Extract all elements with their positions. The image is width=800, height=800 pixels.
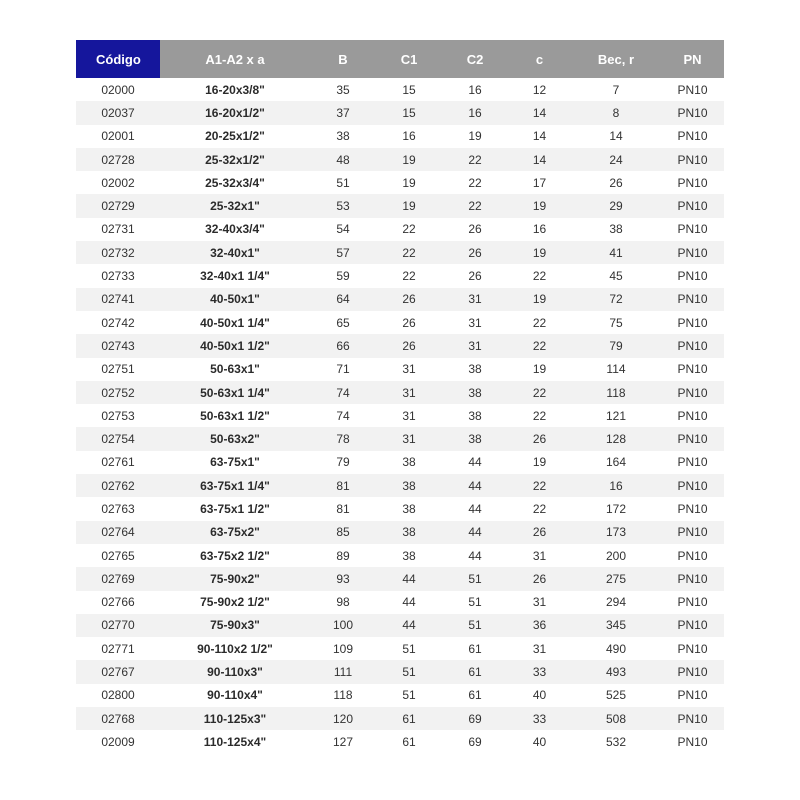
cell-c2: 26 [442, 218, 508, 241]
cell-c2: 38 [442, 404, 508, 427]
cell-bec-r: 172 [571, 497, 661, 520]
cell-pn: PN10 [661, 497, 724, 520]
cell-size: 50-63x1" [160, 358, 310, 381]
cell-pn: PN10 [661, 218, 724, 241]
cell-c2: 44 [442, 497, 508, 520]
table-body [76, 78, 724, 754]
cell-size: 75-90x3" [160, 614, 310, 637]
cell-c: 19 [508, 451, 571, 474]
cell-codigo: 02771 [76, 637, 160, 660]
cell-bec-r: 14 [571, 125, 661, 148]
cell-c: 40 [508, 684, 571, 707]
cell-codigo: 02762 [76, 474, 160, 497]
cell-size: 63-75x1" [160, 451, 310, 474]
cell-c: 22 [508, 497, 571, 520]
cell-b: 64 [310, 288, 376, 311]
cell-pn: PN10 [661, 544, 724, 567]
column-header-pn: PN [661, 40, 724, 78]
cell-pn: PN10 [661, 381, 724, 404]
cell-bec-r: 173 [571, 521, 661, 544]
cell-size: 50-63x2" [160, 427, 310, 450]
cell-b: 78 [310, 427, 376, 450]
cell-c: 12 [508, 78, 571, 101]
cell-bec-r: 79 [571, 334, 661, 357]
cell-codigo: 02764 [76, 521, 160, 544]
cell-c2: 38 [442, 381, 508, 404]
cell-c1: 19 [376, 148, 442, 171]
cell-bec-r: 45 [571, 264, 661, 287]
cell-c: 33 [508, 660, 571, 683]
cell-codigo: 02754 [76, 427, 160, 450]
cell-bec-r: 114 [571, 358, 661, 381]
cell-b: 35 [310, 78, 376, 101]
cell-size: 40-50x1" [160, 288, 310, 311]
table-header [76, 40, 724, 78]
cell-size: 110-125x4" [160, 730, 310, 753]
cell-size: 63-75x1 1/2" [160, 497, 310, 520]
cell-c1: 19 [376, 171, 442, 194]
cell-pn: PN10 [661, 358, 724, 381]
cell-bec-r: 75 [571, 311, 661, 334]
cell-size: 75-90x2" [160, 567, 310, 590]
cell-c1: 38 [376, 474, 442, 497]
cell-pn: PN10 [661, 101, 724, 124]
cell-codigo: 02753 [76, 404, 160, 427]
cell-b: 38 [310, 125, 376, 148]
cell-c2: 38 [442, 427, 508, 450]
cell-c: 36 [508, 614, 571, 637]
cell-c1: 15 [376, 78, 442, 101]
cell-b: 127 [310, 730, 376, 753]
table-row-group-start [76, 567, 724, 590]
cell-bec-r: 532 [571, 730, 661, 753]
cell-c: 14 [508, 148, 571, 171]
cell-c: 19 [508, 288, 571, 311]
cell-pn: PN10 [661, 684, 724, 707]
cell-b: 48 [310, 148, 376, 171]
cell-bec-r: 164 [571, 451, 661, 474]
cell-c2: 38 [442, 358, 508, 381]
cell-b: 85 [310, 521, 376, 544]
cell-c1: 38 [376, 544, 442, 567]
cell-pn: PN10 [661, 78, 724, 101]
cell-c1: 19 [376, 194, 442, 217]
cell-bec-r: 24 [571, 148, 661, 171]
cell-codigo: 02770 [76, 614, 160, 637]
cell-b: 98 [310, 591, 376, 614]
cell-bec-r: 118 [571, 381, 661, 404]
cell-c: 22 [508, 474, 571, 497]
table-row [76, 264, 724, 287]
cell-c2: 31 [442, 334, 508, 357]
cell-c1: 51 [376, 660, 442, 683]
cell-codigo: 02741 [76, 288, 160, 311]
cell-size: 32-40x3/4" [160, 218, 310, 241]
cell-pn: PN10 [661, 637, 724, 660]
cell-c: 31 [508, 591, 571, 614]
table-row [76, 171, 724, 194]
column-header-bec-r: Bec, r [571, 40, 661, 78]
cell-bec-r: 41 [571, 241, 661, 264]
cell-b: 93 [310, 567, 376, 590]
cell-c: 14 [508, 125, 571, 148]
cell-c1: 31 [376, 358, 442, 381]
cell-b: 111 [310, 660, 376, 683]
cell-c1: 22 [376, 241, 442, 264]
table-row [76, 381, 724, 404]
cell-c2: 51 [442, 567, 508, 590]
cell-c: 19 [508, 194, 571, 217]
cell-c2: 61 [442, 660, 508, 683]
cell-pn: PN10 [661, 334, 724, 357]
table-row [76, 334, 724, 357]
column-header-codigo: Código [76, 40, 160, 78]
cell-size: 90-110x4" [160, 684, 310, 707]
table-row [76, 637, 724, 660]
cell-bec-r: 525 [571, 684, 661, 707]
cell-c2: 51 [442, 614, 508, 637]
cell-bec-r: 345 [571, 614, 661, 637]
cell-c: 19 [508, 358, 571, 381]
table-row [76, 521, 724, 544]
cell-size: 63-75x2" [160, 521, 310, 544]
cell-c2: 16 [442, 78, 508, 101]
cell-c2: 44 [442, 521, 508, 544]
cell-codigo: 02763 [76, 497, 160, 520]
table-row [76, 125, 724, 148]
cell-c2: 69 [442, 730, 508, 753]
cell-c1: 16 [376, 125, 442, 148]
cell-codigo: 02729 [76, 194, 160, 217]
cell-codigo: 02009 [76, 730, 160, 753]
cell-c: 31 [508, 637, 571, 660]
cell-bec-r: 7 [571, 78, 661, 101]
cell-b: 51 [310, 171, 376, 194]
cell-pn: PN10 [661, 521, 724, 544]
cell-c1: 44 [376, 567, 442, 590]
cell-c1: 31 [376, 404, 442, 427]
cell-c1: 61 [376, 707, 442, 730]
cell-c1: 31 [376, 427, 442, 450]
cell-c: 26 [508, 427, 571, 450]
cell-b: 100 [310, 614, 376, 637]
cell-c2: 44 [442, 544, 508, 567]
cell-c: 22 [508, 311, 571, 334]
cell-size: 63-75x1 1/4" [160, 474, 310, 497]
cell-size: 16-20x3/8" [160, 78, 310, 101]
cell-c1: 51 [376, 684, 442, 707]
cell-c: 26 [508, 567, 571, 590]
cell-b: 53 [310, 194, 376, 217]
cell-c2: 31 [442, 311, 508, 334]
table-row [76, 311, 724, 334]
cell-b: 54 [310, 218, 376, 241]
cell-size: 16-20x1/2" [160, 101, 310, 124]
cell-c2: 69 [442, 707, 508, 730]
table-row [76, 78, 724, 101]
table-row-group-start [76, 288, 724, 311]
cell-c: 40 [508, 730, 571, 753]
cell-c: 22 [508, 381, 571, 404]
cell-b: 109 [310, 637, 376, 660]
cell-b: 66 [310, 334, 376, 357]
spec-table-container [76, 40, 724, 754]
cell-b: 65 [310, 311, 376, 334]
cell-c: 22 [508, 264, 571, 287]
table-row [76, 451, 724, 474]
cell-codigo: 02728 [76, 148, 160, 171]
cell-c1: 15 [376, 101, 442, 124]
cell-codigo: 02733 [76, 264, 160, 287]
column-header-b: B [310, 40, 376, 78]
cell-c1: 38 [376, 497, 442, 520]
cell-bec-r: 8 [571, 101, 661, 124]
cell-c2: 31 [442, 288, 508, 311]
cell-size: 32-40x1" [160, 241, 310, 264]
cell-c2: 22 [442, 171, 508, 194]
cell-c: 19 [508, 241, 571, 264]
cell-codigo: 02001 [76, 125, 160, 148]
table-row [76, 241, 724, 264]
cell-codigo: 02731 [76, 218, 160, 241]
cell-codigo: 02765 [76, 544, 160, 567]
cell-pn: PN10 [661, 614, 724, 637]
cell-codigo: 02732 [76, 241, 160, 264]
cell-size: 32-40x1 1/4" [160, 264, 310, 287]
cell-b: 37 [310, 101, 376, 124]
cell-c1: 26 [376, 311, 442, 334]
cell-c2: 26 [442, 241, 508, 264]
spec-table [76, 40, 724, 754]
cell-codigo: 02761 [76, 451, 160, 474]
cell-c: 17 [508, 171, 571, 194]
cell-c: 26 [508, 521, 571, 544]
cell-pn: PN10 [661, 451, 724, 474]
cell-pn: PN10 [661, 427, 724, 450]
cell-codigo: 02743 [76, 334, 160, 357]
table-row [76, 684, 724, 707]
cell-c2: 26 [442, 264, 508, 287]
cell-c2: 19 [442, 125, 508, 148]
cell-bec-r: 29 [571, 194, 661, 217]
cell-bec-r: 38 [571, 218, 661, 241]
table-row [76, 660, 724, 683]
cell-c1: 51 [376, 637, 442, 660]
cell-bec-r: 490 [571, 637, 661, 660]
cell-size: 40-50x1 1/2" [160, 334, 310, 357]
cell-size: 20-25x1/2" [160, 125, 310, 148]
cell-codigo: 02752 [76, 381, 160, 404]
table-row [76, 474, 724, 497]
cell-size: 40-50x1 1/4" [160, 311, 310, 334]
cell-size: 110-125x3" [160, 707, 310, 730]
cell-pn: PN10 [661, 660, 724, 683]
cell-pn: PN10 [661, 148, 724, 171]
cell-size: 50-63x1 1/2" [160, 404, 310, 427]
table-row [76, 707, 724, 730]
cell-c2: 61 [442, 637, 508, 660]
table-row [76, 218, 724, 241]
cell-c1: 44 [376, 614, 442, 637]
cell-codigo: 02769 [76, 567, 160, 590]
cell-codigo: 02767 [76, 660, 160, 683]
cell-c2: 61 [442, 684, 508, 707]
cell-codigo: 02000 [76, 78, 160, 101]
column-header-c1: C1 [376, 40, 442, 78]
cell-c1: 26 [376, 334, 442, 357]
cell-bec-r: 72 [571, 288, 661, 311]
cell-b: 81 [310, 497, 376, 520]
cell-c2: 22 [442, 194, 508, 217]
cell-b: 71 [310, 358, 376, 381]
table-row [76, 544, 724, 567]
cell-b: 59 [310, 264, 376, 287]
table-row [76, 730, 724, 753]
table-row [76, 358, 724, 381]
cell-c1: 31 [376, 381, 442, 404]
cell-c1: 38 [376, 521, 442, 544]
cell-size: 90-110x2 1/2" [160, 637, 310, 660]
cell-c: 16 [508, 218, 571, 241]
column-header-c: c [508, 40, 571, 78]
cell-pn: PN10 [661, 567, 724, 590]
cell-codigo: 02768 [76, 707, 160, 730]
cell-c: 33 [508, 707, 571, 730]
cell-pn: PN10 [661, 404, 724, 427]
column-header-a1a2xa: A1-A2 x a [160, 40, 310, 78]
cell-pn: PN10 [661, 730, 724, 753]
cell-codigo: 02002 [76, 171, 160, 194]
cell-bec-r: 26 [571, 171, 661, 194]
cell-pn: PN10 [661, 194, 724, 217]
cell-size: 50-63x1 1/4" [160, 381, 310, 404]
cell-codigo: 02800 [76, 684, 160, 707]
cell-pn: PN10 [661, 311, 724, 334]
cell-size: 75-90x2 1/2" [160, 591, 310, 614]
cell-c: 22 [508, 404, 571, 427]
cell-c: 14 [508, 101, 571, 124]
table-row [76, 614, 724, 637]
cell-bec-r: 294 [571, 591, 661, 614]
cell-c1: 22 [376, 264, 442, 287]
table-header-row [76, 40, 724, 78]
cell-b: 89 [310, 544, 376, 567]
cell-pn: PN10 [661, 707, 724, 730]
cell-b: 57 [310, 241, 376, 264]
cell-bec-r: 128 [571, 427, 661, 450]
cell-pn: PN10 [661, 171, 724, 194]
cell-c2: 16 [442, 101, 508, 124]
cell-c1: 38 [376, 451, 442, 474]
cell-size: 25-32x3/4" [160, 171, 310, 194]
cell-b: 120 [310, 707, 376, 730]
cell-c: 31 [508, 544, 571, 567]
column-header-c2: C2 [442, 40, 508, 78]
cell-pn: PN10 [661, 264, 724, 287]
table-row [76, 101, 724, 124]
cell-c1: 26 [376, 288, 442, 311]
cell-b: 81 [310, 474, 376, 497]
cell-c1: 22 [376, 218, 442, 241]
cell-bec-r: 200 [571, 544, 661, 567]
cell-codigo: 02751 [76, 358, 160, 381]
cell-pn: PN10 [661, 241, 724, 264]
cell-pn: PN10 [661, 474, 724, 497]
cell-b: 74 [310, 404, 376, 427]
cell-pn: PN10 [661, 591, 724, 614]
cell-bec-r: 493 [571, 660, 661, 683]
cell-size: 25-32x1/2" [160, 148, 310, 171]
cell-b: 79 [310, 451, 376, 474]
cell-c1: 44 [376, 591, 442, 614]
cell-c2: 44 [442, 451, 508, 474]
table-row [76, 194, 724, 217]
cell-bec-r: 121 [571, 404, 661, 427]
table-row [76, 148, 724, 171]
cell-b: 74 [310, 381, 376, 404]
cell-bec-r: 508 [571, 707, 661, 730]
table-row [76, 427, 724, 450]
cell-size: 63-75x2 1/2" [160, 544, 310, 567]
cell-codigo: 02742 [76, 311, 160, 334]
cell-c2: 22 [442, 148, 508, 171]
cell-c1: 61 [376, 730, 442, 753]
cell-c: 22 [508, 334, 571, 357]
cell-codigo: 02037 [76, 101, 160, 124]
table-row [76, 497, 724, 520]
cell-pn: PN10 [661, 288, 724, 311]
cell-c2: 51 [442, 591, 508, 614]
cell-bec-r: 16 [571, 474, 661, 497]
cell-pn: PN10 [661, 125, 724, 148]
cell-size: 90-110x3" [160, 660, 310, 683]
table-row [76, 591, 724, 614]
table-row [76, 404, 724, 427]
cell-codigo: 02766 [76, 591, 160, 614]
cell-bec-r: 275 [571, 567, 661, 590]
cell-b: 118 [310, 684, 376, 707]
cell-size: 25-32x1" [160, 194, 310, 217]
cell-c2: 44 [442, 474, 508, 497]
